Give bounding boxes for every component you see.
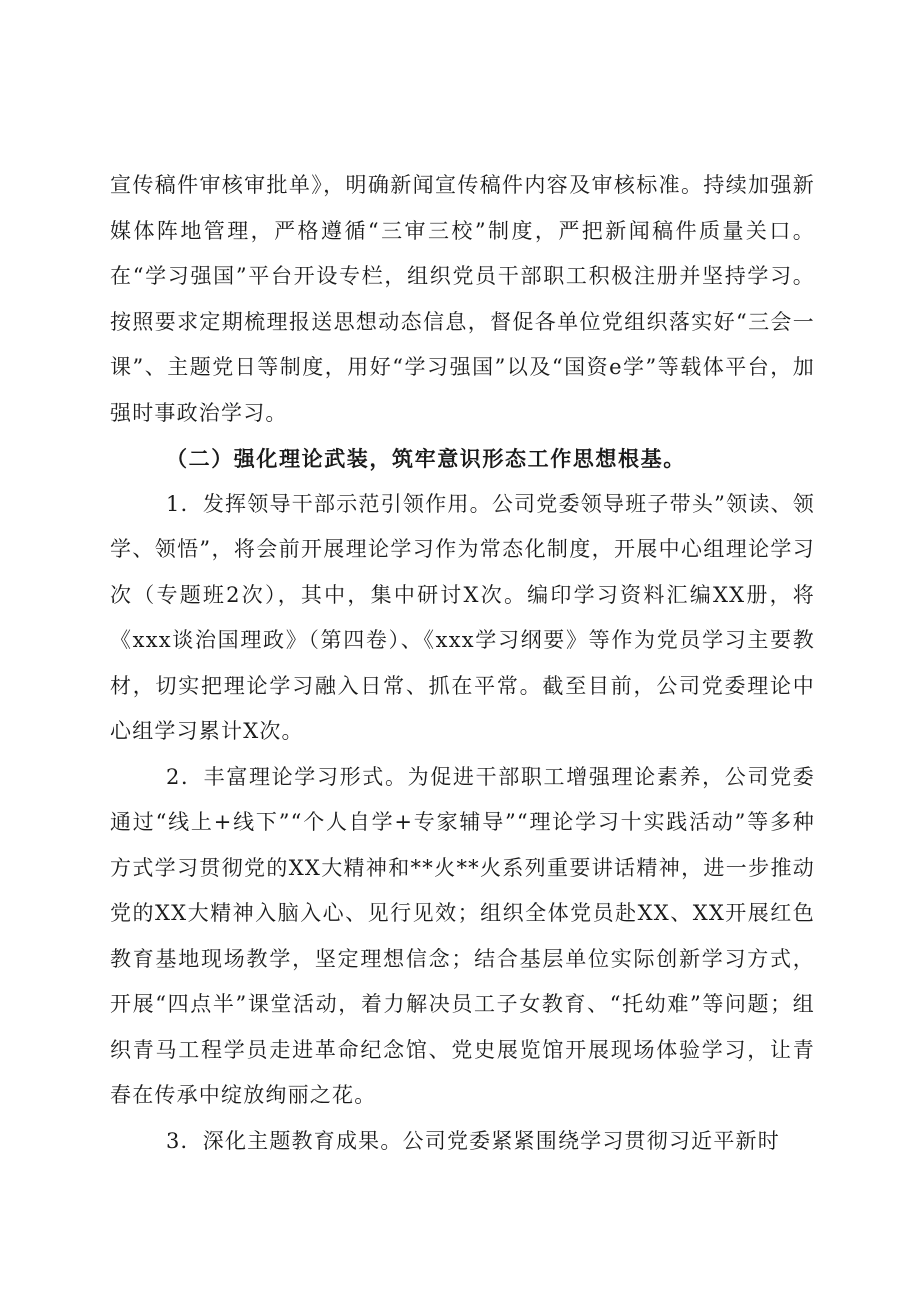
paragraph-item-1: 1．发挥领导干部示范引领作用。公司党委领导班子带头”领读、领学、领悟”，将会前开展理论学习作为常态化制度，开展中心组理论学习次（专题班2次），其中，集中研讨X次。编印学习资料汇编XX册，将《xxx谈治国理政》（第四卷）、《xxx学习纲要》等作为党员学习主要教材，切实把理论学习融入日常、抓在平常。截至目前，公司党委理论中心组学习累计X次。 bbox=[110, 491, 815, 743]
paragraph-continuation: 宣传稿件审核审批单》，明确新闻宣传稿件内容及审核标准。持续加强新媒体阵地管理，严格遵循“三审三校”制度，严把新闻稿件质量关口。在“学习强国”平台开设专栏，组织党员干部职工积极注册并坚持学习。按照要求定期梳理报送思想动态信息，督促各单位党组织落实好“三会一课”、主题党日等制度，用好“学习强国”以及“国资e学”等载体平台，加强时事政治学习。 bbox=[110, 173, 815, 425]
paragraph-item-3: 3．深化主题教育成果。公司党委紧紧围绕学习贯彻习近平新时 bbox=[166, 1128, 780, 1153]
paragraph-item-2: 2．丰富理论学习形式。为促进干部职工增强理论素养，公司党委通过“线上+线下”“个人自学+专家辅导”“理论学习十实践活动”等多种方式学习贯彻党的XX大精神和**火**火系列重要讲话精神，进一步推动党的XX大精神入脑入心、见行见效；组织全体党员赴XX、XX开展红色教育基地现场教学，坚定理想信念；结合基层单位实际创新学习方式，开展“四点半”课堂活动，着力解决员工子女教育、“托幼难”等问题；组织青马工程学员走进革命纪念馆、党史展览馆开展现场体验学习，让青春在传承中绽放绚丽之花。 bbox=[110, 764, 815, 1107]
document-body bbox=[110, 163, 815, 1164]
section-heading: （二）强化理论武装，筑牢意识形态工作思想根基。 bbox=[166, 446, 686, 471]
